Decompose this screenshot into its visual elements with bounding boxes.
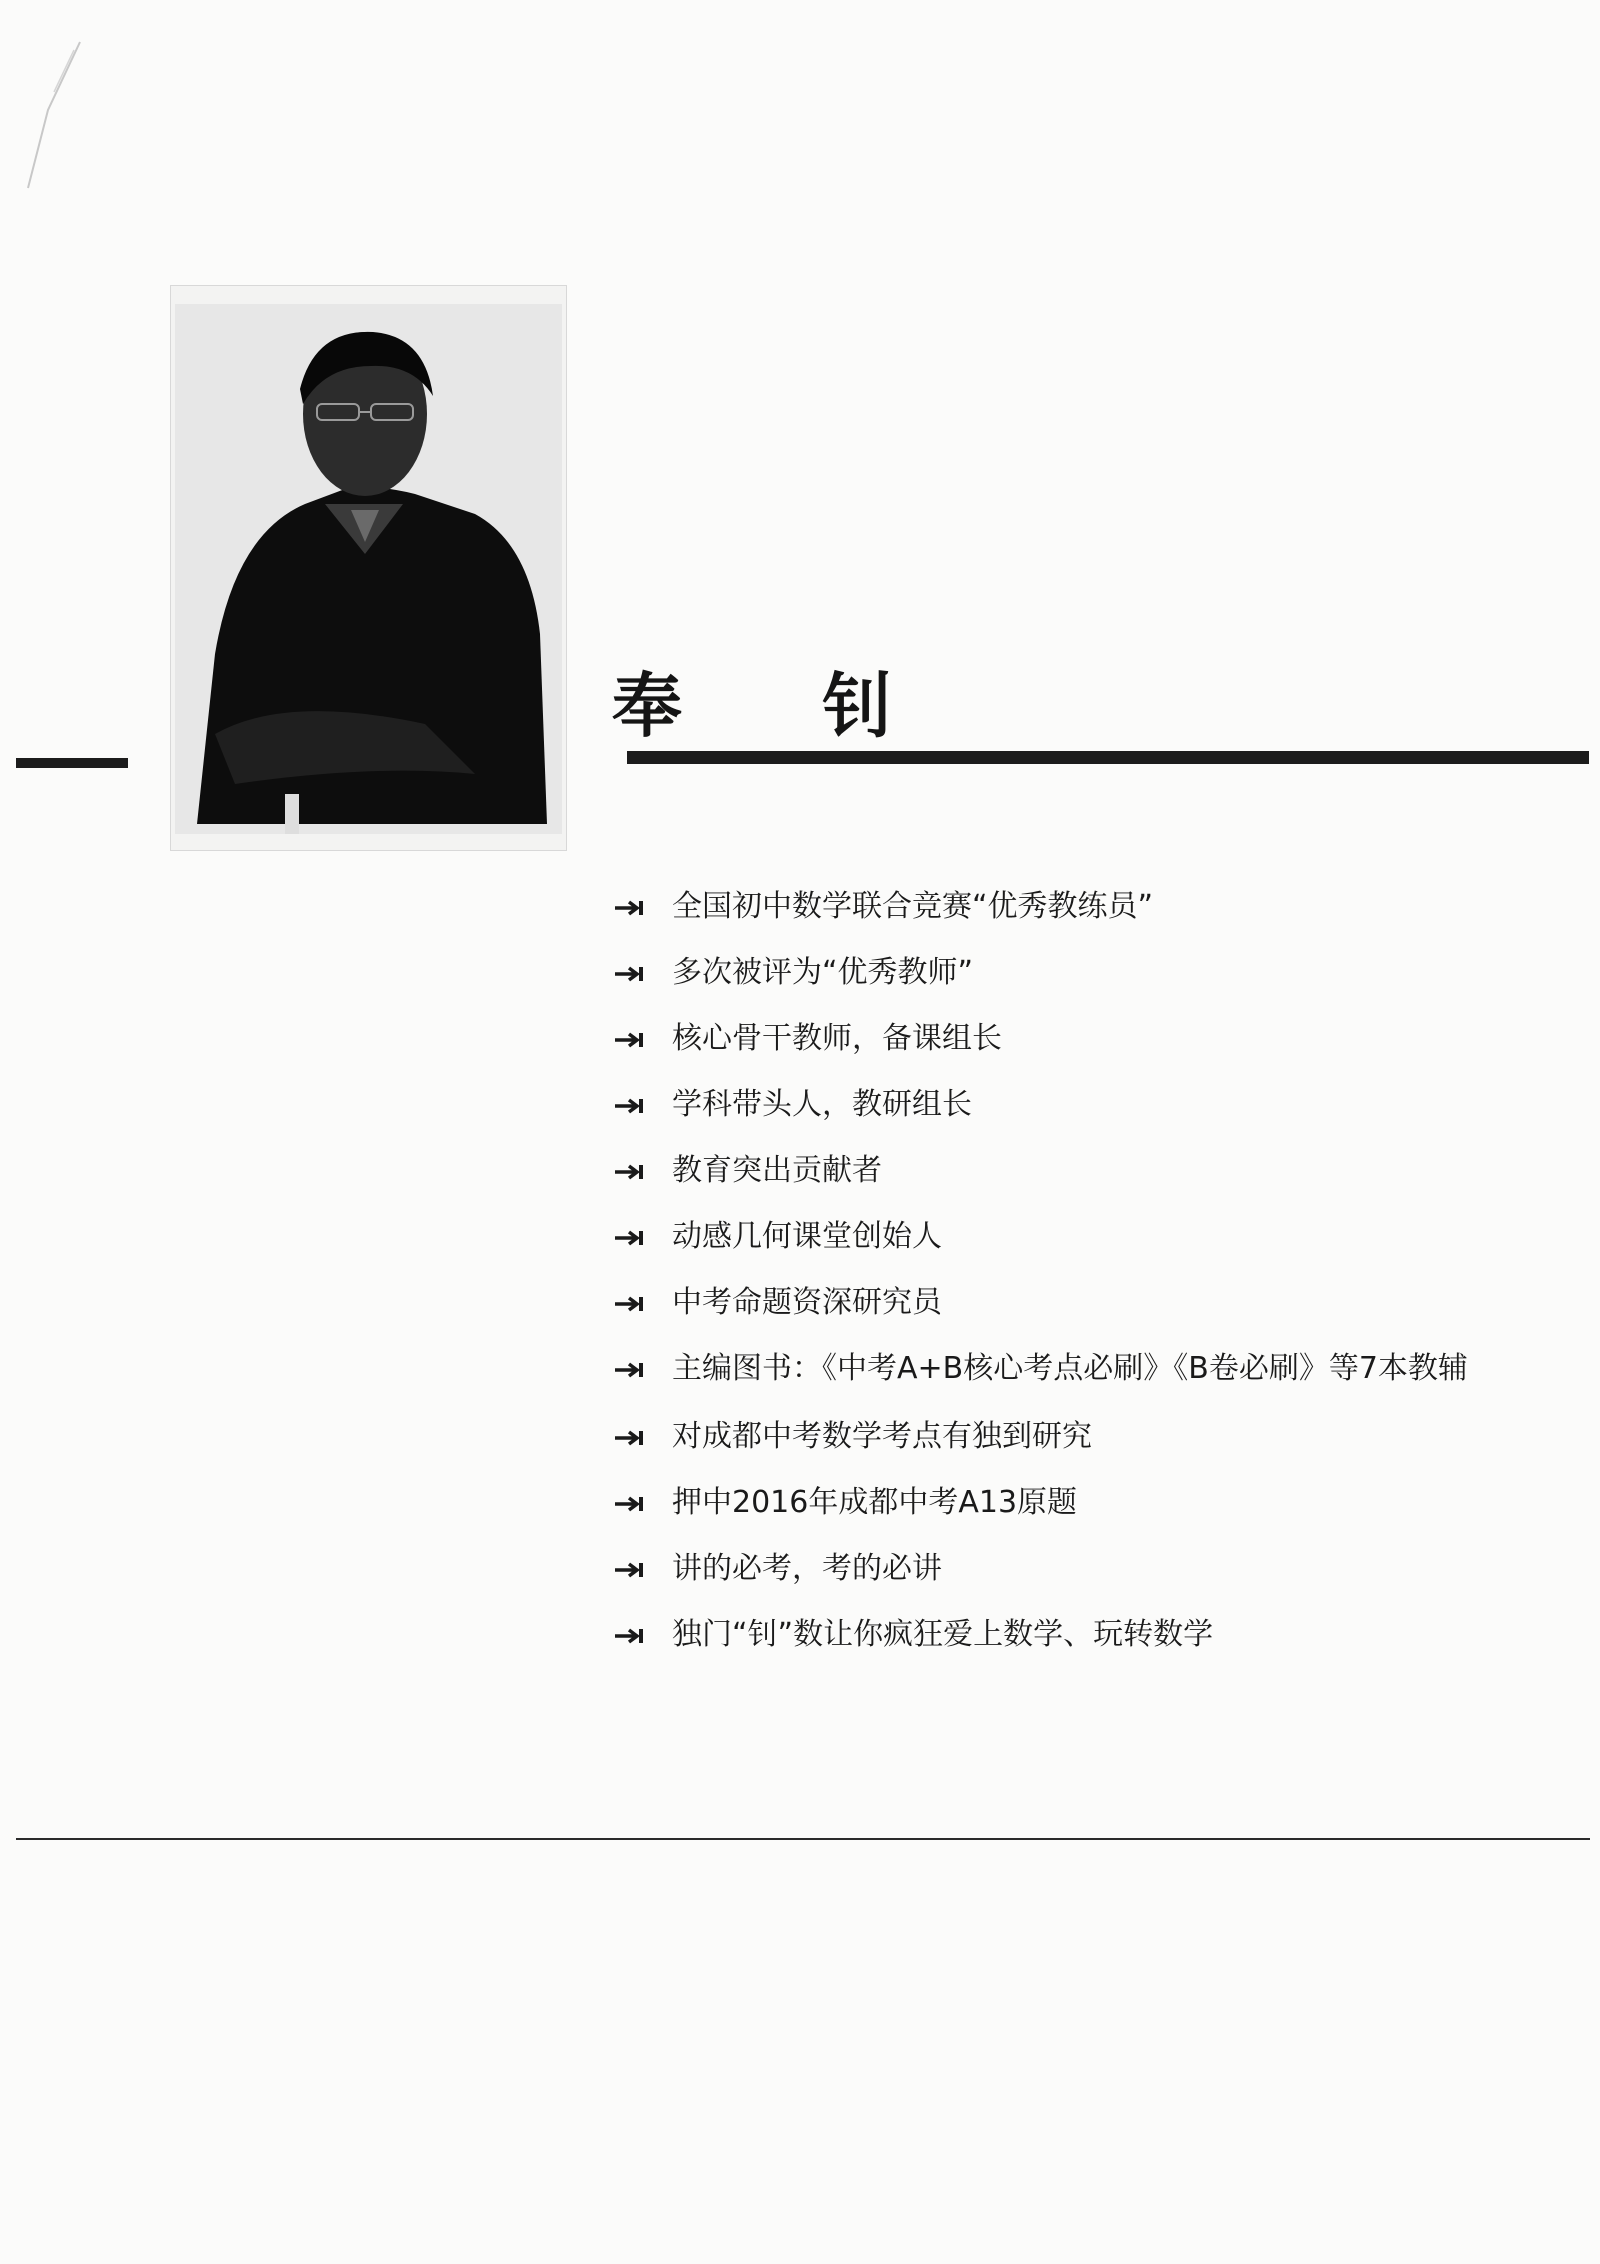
honor-text: 独门“钊”数让你疯狂爱上数学、玩转数学 bbox=[672, 1617, 1214, 1652]
portrait-photo bbox=[170, 285, 567, 851]
honor-text: 讲的必考，考的必讲 bbox=[672, 1551, 942, 1586]
name-underline-bar bbox=[627, 751, 1589, 764]
honor-text: 核心骨干教师，备课组长 bbox=[672, 1021, 1002, 1056]
arrow-to-bar-icon bbox=[614, 966, 646, 982]
list-item bbox=[612, 1418, 1512, 1456]
list-item bbox=[612, 1218, 1512, 1256]
list-item bbox=[612, 1616, 1512, 1654]
list-item bbox=[612, 954, 1512, 992]
arrow-to-bar-icon bbox=[614, 1562, 646, 1578]
scan-artifact-mark bbox=[18, 40, 88, 190]
arrow-to-bar-icon bbox=[614, 1430, 646, 1446]
list-item bbox=[612, 1484, 1512, 1522]
honor-text: 对成都中考数学考点有独到研究 bbox=[672, 1419, 1092, 1454]
arrow-to-bar-icon bbox=[614, 900, 646, 916]
honors-list bbox=[612, 888, 1512, 1682]
honor-text: 押中2016年成都中考A13原题 bbox=[672, 1485, 1078, 1520]
list-item bbox=[612, 1152, 1512, 1190]
bottom-divider bbox=[16, 1838, 1590, 1840]
portrait-silhouette bbox=[175, 304, 562, 834]
arrow-to-bar-icon bbox=[614, 1164, 646, 1180]
honor-text: 全国初中数学联合竞赛“优秀教练员” bbox=[672, 889, 1154, 924]
honor-text: 中考命题资深研究员 bbox=[672, 1285, 942, 1320]
list-item bbox=[612, 1020, 1512, 1058]
arrow-to-bar-icon bbox=[614, 1628, 646, 1644]
list-item bbox=[612, 1350, 1512, 1388]
left-accent-bar bbox=[16, 758, 128, 768]
list-item bbox=[612, 1550, 1512, 1588]
honor-text: 主编图书：《中考A+B核心考点必刷》《B卷必刷》等7本教辅 bbox=[672, 1351, 1468, 1386]
list-item bbox=[612, 1284, 1512, 1322]
arrow-to-bar-icon bbox=[614, 1362, 646, 1378]
person-name: 奉 钊 bbox=[612, 664, 951, 747]
list-item bbox=[612, 888, 1512, 926]
arrow-to-bar-icon bbox=[614, 1230, 646, 1246]
arrow-to-bar-icon bbox=[614, 1098, 646, 1114]
arrow-to-bar-icon bbox=[614, 1032, 646, 1048]
arrow-to-bar-icon bbox=[614, 1296, 646, 1312]
honor-text: 多次被评为“优秀教师” bbox=[672, 955, 974, 990]
arrow-to-bar-icon bbox=[614, 1496, 646, 1512]
honor-text: 学科带头人，教研组长 bbox=[672, 1087, 972, 1122]
list-item bbox=[612, 1086, 1512, 1124]
honor-text: 教育突出贡献者 bbox=[672, 1153, 882, 1188]
honor-text: 动感几何课堂创始人 bbox=[672, 1219, 942, 1254]
